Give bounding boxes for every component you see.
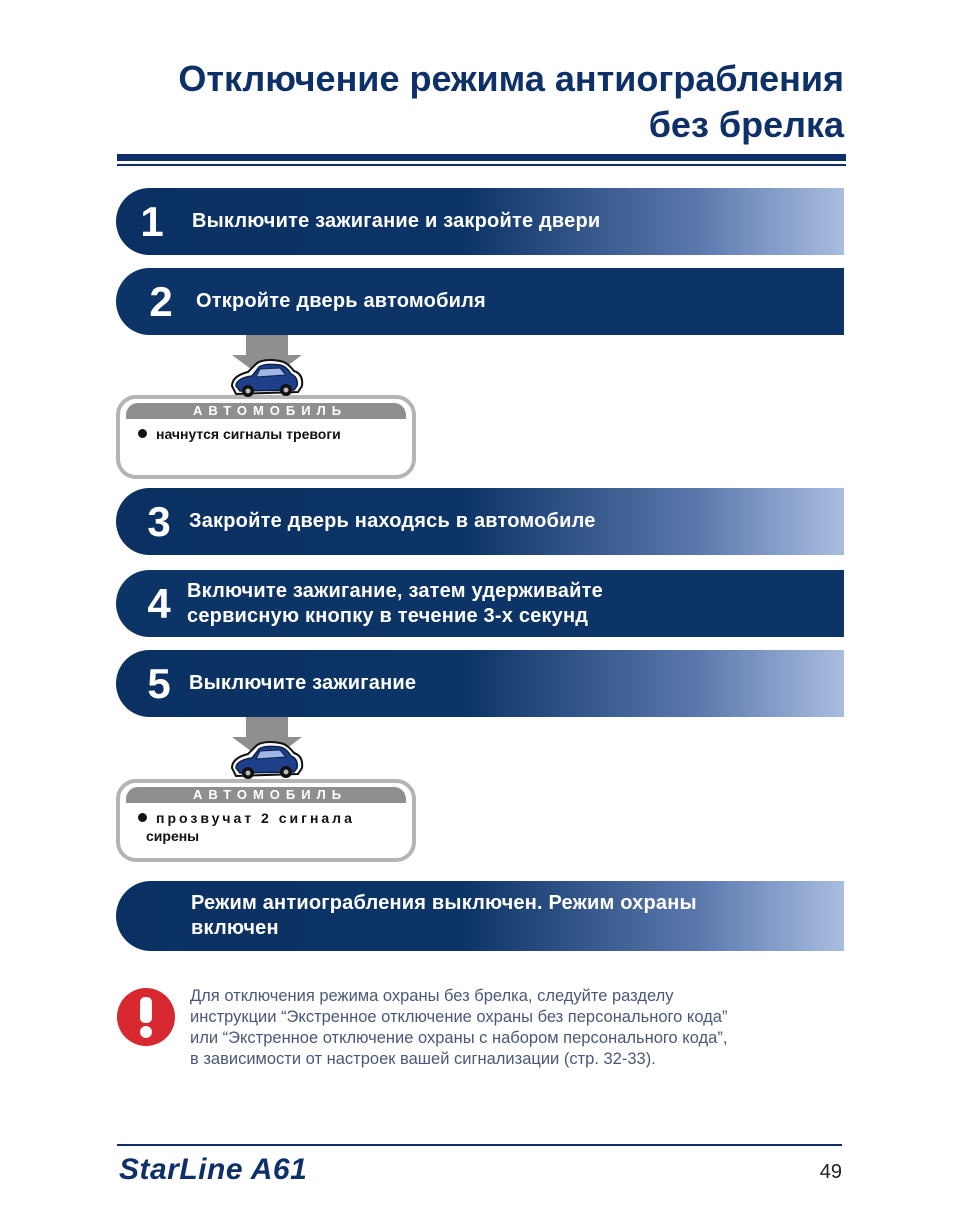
car-icon [226,738,306,786]
step-3-text: Закройте дверь находясь в автомобиле [189,510,596,532]
car-box-1-header: АВТОМОБИЛЬ [126,403,406,419]
car-status-box-1 [116,395,416,479]
note-line-2: инструкции “Экстренное отключение охраны без персонального кода” [190,1008,728,1026]
bullet-icon [138,813,147,822]
result-band [116,881,844,951]
step-2-band [116,268,844,335]
result-line-1: Режим антиограбления выключен. Режим охраны [191,892,697,914]
car-box-2-text [120,803,412,845]
step-1-band [116,188,844,255]
car-status-box-2 [116,779,416,862]
car-box-2-line-1: прозвучат 2 сигнала [156,810,355,826]
step-2-text: Откройте дверь автомобиля [196,290,486,312]
title-divider-thick [117,154,846,161]
title-divider-thin [117,164,846,166]
title-line-1: Отключение режима антиограбления [178,58,844,99]
step-4-line-1: Включите зажигание, затем удерживайте [187,579,603,602]
car-box-1-line-1: начнутся сигналы тревоги [156,426,341,442]
note-line-3: или “Экстренное отключение охраны с набором персонального кода”, [190,1029,728,1047]
step-1-number: 1 [140,197,164,245]
step-4-number: 4 [147,579,171,627]
car-box-2-line-2: сирены [146,828,200,844]
step-2-number: 2 [149,277,173,325]
brand-logo: StarLine A61 [119,1153,308,1186]
info-note [190,986,850,1070]
page-number: 49 [819,1161,842,1183]
step-4-text [187,579,603,629]
step-4-line-2: сервисную кнопку в течение 3-х секунд [187,604,589,627]
step-5-band [116,650,844,717]
step-4-band [116,570,844,637]
step-1-text: Выключите зажигание и закройте двери [192,210,601,232]
step-5-text: Выключите зажигание [189,672,417,694]
car-box-1-text [120,419,412,443]
note-line-1: Для отключения режима охраны без брелка, следуйте разделу [190,987,674,1005]
page-title [84,56,844,148]
note-line-4: в зависимости от настроек вашей сигнализации (стр. 32-33). [190,1050,656,1068]
bullet-icon [138,429,147,438]
warning-exclamation-icon [115,986,177,1048]
car-icon [226,356,306,404]
car-box-2-header: АВТОМОБИЛЬ [126,787,406,803]
step-3-number: 3 [147,497,171,545]
step-3-band [116,488,844,555]
result-text [191,891,697,941]
title-line-2: без брелка [648,104,844,145]
step-5-number: 5 [147,659,171,707]
result-line-2: включен [191,917,279,939]
footer-divider [117,1144,842,1146]
